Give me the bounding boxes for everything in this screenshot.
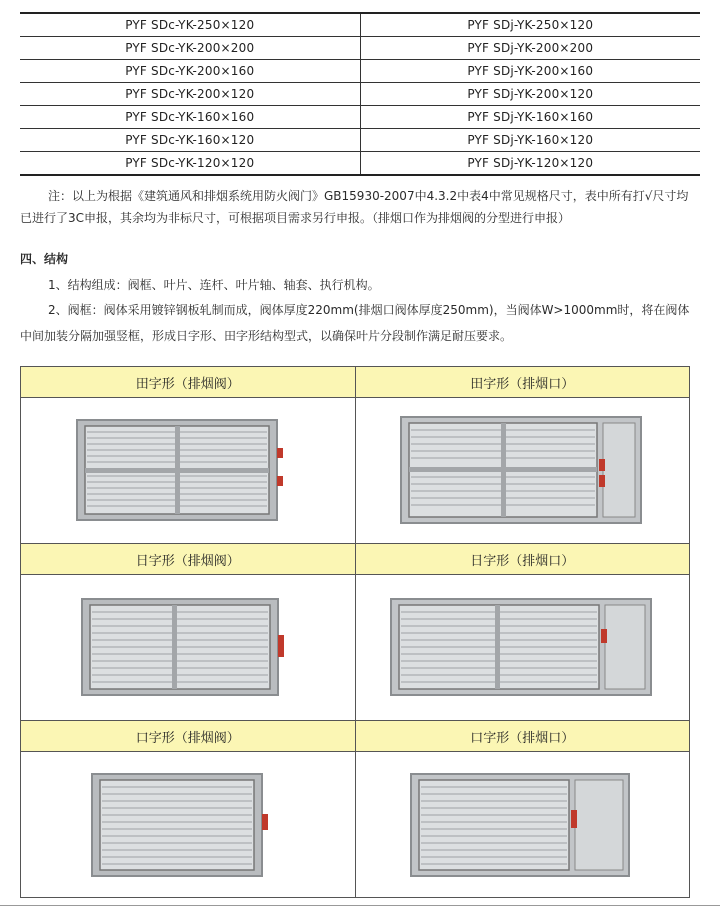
grid-header: 田字形（排烟阀） [21,367,356,398]
spec-table [20,12,700,176]
damper-image [407,770,637,880]
damper-photo-tian-valve [21,398,356,544]
damper-photo-ri-outlet [355,575,690,721]
grid-header: 日字形（排烟口） [355,544,690,575]
grid-header: 口字形（排烟口） [355,721,690,752]
table-cell: PYF SDc-YK-200×160 [20,60,360,83]
damper-image [78,595,298,700]
table-cell: PYF SDj-YK-250×120 [360,13,700,37]
table-cell: PYF SDj-YK-160×120 [360,129,700,152]
table-row [20,152,700,176]
damper-photo-ri-valve [21,575,356,721]
table-cell: PYF SDj-YK-200×160 [360,60,700,83]
table-cell: PYF SDc-YK-160×160 [20,106,360,129]
table-cell: PYF SDj-YK-120×120 [360,152,700,176]
table-row [20,37,700,60]
table-cell: PYF SDc-YK-250×120 [20,13,360,37]
damper-image [73,416,303,526]
damper-type-grid [20,366,690,898]
grid-header: 日字形（排烟阀） [21,544,356,575]
table-cell: PYF SDc-YK-120×120 [20,152,360,176]
table-row [20,13,700,37]
table-cell: PYF SDc-YK-160×120 [20,129,360,152]
frame-description: 2、阀框：阀体采用镀锌钢板轧制而成，阀体厚度220mm(排烟口阀体厚度250mm)，当阀体W>1000mm时，将在阀体中间加装分隔加强竖框，形成日字形、田字形结构型式，以确保叶片分段制作满足耐压要求。 [20,303,690,343]
page-bottom-rule [0,905,720,906]
structure-composition: 1、结构组成：阀框、叶片、连杆、叶片轴、轴套、执行机构。 [48,278,380,292]
grid-header: 田字形（排烟口） [355,367,690,398]
damper-image [88,770,288,880]
table-cell: PYF SDj-YK-160×160 [360,106,700,129]
table-cell: PYF SDc-YK-200×200 [20,37,360,60]
section-heading: 四、结构 [20,252,69,266]
table-row [20,129,700,152]
table-row [20,83,700,106]
spec-note: 注：以上为根据《建筑通风和排烟系统用防火阀门》GB15930-2007中4.3.2中表4中常见规格尺寸，表中所有打√尺寸均已进行了3C申报，其余均为非标尺寸，可根据项目需求另行申报。（排烟口作为排烟阀的分型进行申报） [20,189,689,225]
damper-photo-kou-valve [21,752,356,898]
table-cell: PYF SDj-YK-200×120 [360,83,700,106]
damper-image [387,595,657,700]
table-cell: PYF SDj-YK-200×200 [360,37,700,60]
table-row [20,106,700,129]
damper-image [397,413,647,528]
table-row [20,60,700,83]
damper-photo-tian-outlet [355,398,690,544]
damper-photo-kou-outlet [355,752,690,898]
grid-header: 口字形（排烟阀） [21,721,356,752]
table-cell: PYF SDc-YK-200×120 [20,83,360,106]
